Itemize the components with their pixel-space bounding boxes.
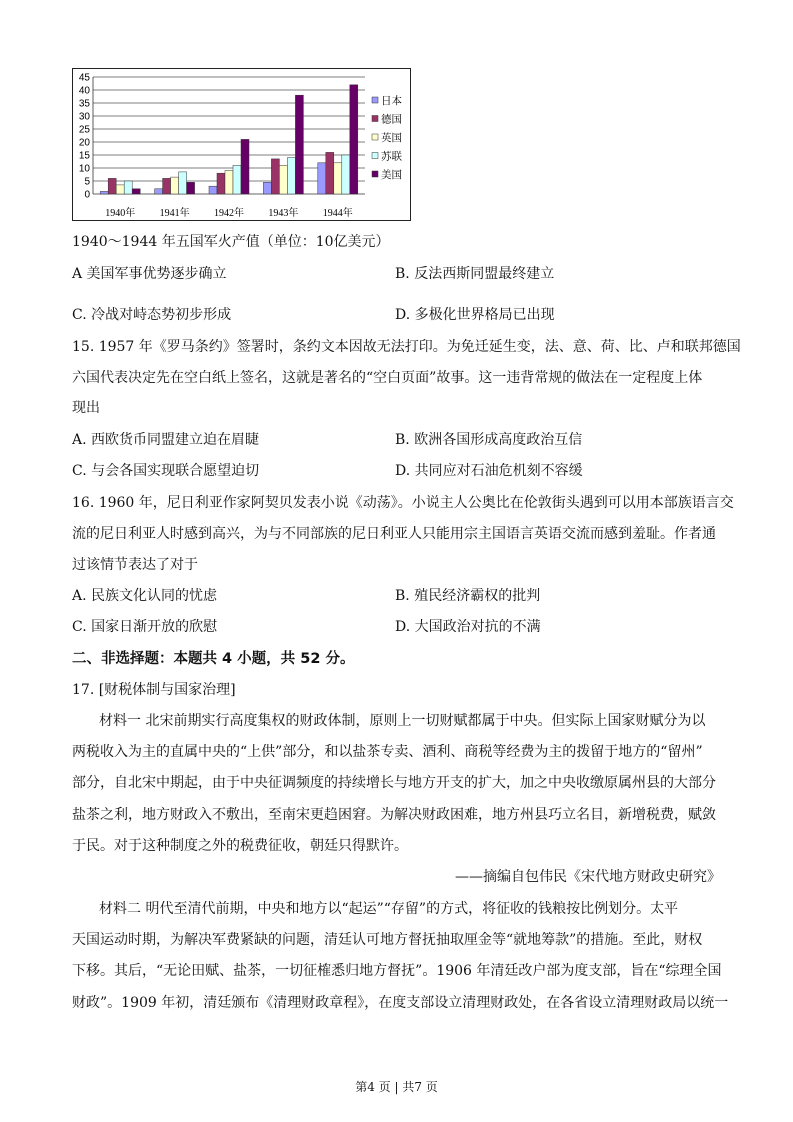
legend-label: 日本 [381, 95, 402, 107]
material2-text: 财政”。1909 年初，清廷颁布《清理财政章程》，在度支部设立清理财政处，在各省设立清理财政局以统一 [72, 995, 729, 1011]
bar-苏联-1944年 [342, 155, 350, 194]
y-tick-label: 30 [78, 111, 90, 123]
q16-text: 过该情节表达了对于 [72, 557, 198, 573]
y-tick-label: 10 [78, 163, 90, 175]
q14-option-a[interactable]: A 美国军事优势逐步确立 [72, 266, 227, 282]
legend-label: 英国 [381, 132, 402, 144]
q16-option-a[interactable]: A. 民族文化认同的忧虑 [72, 588, 218, 604]
bar-美国-1940年 [132, 189, 140, 194]
y-tick-label: 15 [78, 150, 90, 162]
material1-text: 盐茶之利，地方财政入不敷出，至南宋更趋困窘。为解决财政困难，地方州县巧立名目，新增税费，赋敛 [72, 807, 716, 823]
x-tick-label: 1943年 [268, 208, 299, 219]
bar-美国-1942年 [241, 139, 249, 194]
bar-日本-1943年 [263, 182, 271, 194]
bar-英国-1944年 [334, 163, 342, 194]
material1-text: 材料一 北宋前期实行高度集权的财政体制，原则上一切财赋都属于中央。但实际上国家财赋分为以 [99, 713, 706, 729]
material1-text: 两税收入为主的直属中央的“上供”部分，和以盐茶专卖、酒利、商税等经费为主的拨留于地方的“留州” [72, 744, 703, 760]
bar-德国-1943年 [271, 159, 279, 194]
legend-swatch [372, 134, 378, 140]
bar-英国-1943年 [279, 165, 287, 194]
bar-苏联-1940年 [124, 181, 132, 194]
legend-label: 苏联 [381, 150, 402, 163]
q14-option-c[interactable]: C. 冷战对峙态势初步形成 [72, 307, 232, 323]
x-tick-label: 1944年 [322, 208, 353, 219]
legend-swatch [372, 153, 378, 159]
q16-text: 16. 1960 年，尼日利亚作家阿契贝发表小说《动荡》。小说主人公奥比在伦敦街头遇到可以用本部族语言交 [72, 495, 734, 511]
bar-德国-1942年 [217, 173, 225, 194]
y-tick-label: 0 [84, 189, 90, 201]
x-tick-label: 1940年 [105, 208, 136, 219]
q15-text: 六国代表决定先在空白纸上签名，这就是著名的“空白页面”故事。这一违背常规的做法在一定程度上体 [72, 370, 703, 386]
material2-text: 天国运动时期，为解决军费紧缺的问题，清廷认可地方督抚抽取厘金等“就地筹款”的措施。至此，财权 [72, 932, 703, 948]
q16-option-d[interactable]: D. 大国政治对抗的不满 [395, 619, 541, 635]
bar-日本-1942年 [209, 186, 217, 194]
q16-text: 流的尼日利亚人时感到高兴，为与不同部族的尼日利亚人只能用宗主国语言英语交流而感到羞耻。作者通 [72, 526, 716, 542]
material1-text: 部分，自北宋中期起，由于中央征调频度的持续增长与地方开支的扩大，加之中央收缴原属州县的大部分 [72, 775, 716, 791]
q15-option-c[interactable]: C. 与会各国实现联合愿望迫切 [72, 463, 260, 479]
bar-苏联-1943年 [287, 158, 295, 194]
bar-德国-1944年 [326, 152, 334, 194]
bar-英国-1941年 [171, 177, 179, 194]
chart-caption: 1940～1944 年五国军火产值（单位：10亿美元） [72, 234, 390, 250]
bar-美国-1943年 [295, 95, 303, 194]
bar-苏联-1942年 [233, 165, 241, 194]
q15-text: 现出 [72, 400, 100, 416]
material1-source: ——摘编自包伟民《宋代地方财政史研究》 [455, 869, 721, 885]
bar-日本-1940年 [100, 191, 108, 194]
y-tick-label: 20 [78, 137, 90, 149]
y-tick-label: 45 [78, 72, 90, 84]
q16-option-b[interactable]: B. 殖民经济霸权的批判 [395, 588, 541, 604]
q15-text: 15. 1957 年《罗马条约》签署时，条约文本因故无法打印。为免迁延生变，法、意、荷、比、卢和联邦德国 [72, 339, 741, 355]
bar-英国-1940年 [116, 185, 124, 194]
legend-swatch [372, 171, 378, 177]
y-tick-label: 40 [78, 85, 90, 97]
page-footer: 第4 页 | 共7 页 [355, 1080, 438, 1094]
q15-option-b[interactable]: B. 欧洲各国形成高度政治互信 [395, 432, 583, 448]
legend-label: 德国 [381, 113, 402, 126]
q16-option-c[interactable]: C. 国家日渐开放的欣慰 [72, 619, 218, 635]
q14-option-b[interactable]: B. 反法西斯同盟最终建立 [395, 266, 555, 282]
legend-swatch [372, 97, 378, 103]
material2-text: 下移。其后，“无论田赋、盐茶，一切征榷悉归地方督抚”。1906 年清廷改户部为度支部，旨在“综理全国 [72, 963, 722, 979]
legend-label: 美国 [381, 169, 402, 181]
munitions-bar-chart [72, 68, 412, 222]
x-tick-label: 1942年 [214, 208, 244, 219]
bar-英国-1942年 [225, 171, 233, 194]
q14-option-d[interactable]: D. 多极化世界格局已出现 [395, 307, 555, 323]
bar-德国-1941年 [163, 178, 171, 194]
legend-swatch [372, 116, 378, 122]
y-tick-label: 5 [84, 176, 90, 188]
bar-苏联-1941年 [179, 172, 187, 194]
bar-德国-1940年 [108, 178, 116, 194]
bar-日本-1941年 [155, 189, 163, 194]
bar-日本-1944年 [318, 163, 326, 194]
x-tick-label: 1941年 [159, 208, 190, 219]
q15-option-a[interactable]: A. 西欧货币同盟建立迫在眉睫 [72, 432, 260, 448]
bar-美国-1944年 [350, 85, 358, 194]
material1-text: 于民。对于这种制度之外的税费征收，朝廷只得默许。 [72, 838, 408, 854]
bar-美国-1941年 [187, 182, 195, 194]
y-tick-label: 25 [78, 124, 90, 136]
section-heading: 二、非选择题：本题共 4 小题，共 52 分。 [72, 651, 355, 667]
y-tick-label: 35 [78, 98, 90, 110]
material2-text: 材料二 明代至清代前期，中央和地方以“起运”“存留”的方式，将征收的钱粮按比例划分。太平 [99, 901, 679, 917]
q17-title: 17. [财税体制与国家治理] [72, 682, 236, 698]
q15-option-d[interactable]: D. 共同应对石油危机刻不容缓 [395, 463, 583, 479]
